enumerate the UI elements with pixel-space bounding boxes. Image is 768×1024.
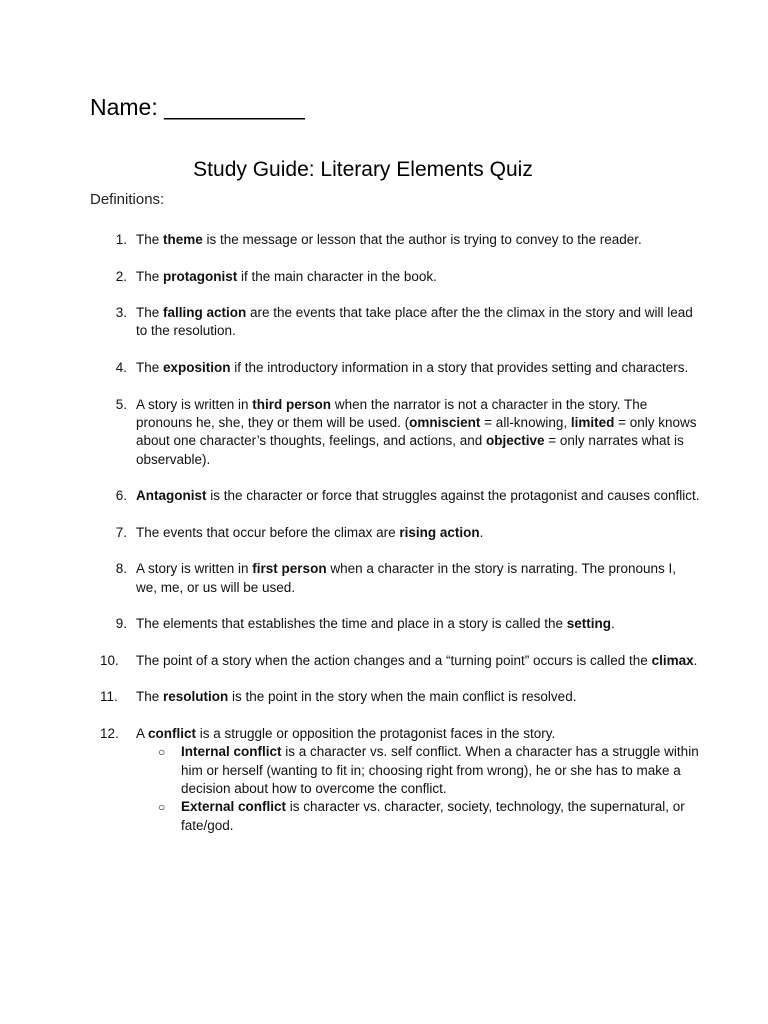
- term: resolution: [163, 689, 229, 705]
- page-title: Study Guide: Literary Elements Quiz: [193, 158, 533, 181]
- item-number: 2.: [115, 268, 127, 284]
- item-text: Antagonist is the character or force that struggles against the protagonist and causes conflict.: [136, 488, 700, 504]
- item-number: 7.: [115, 524, 127, 540]
- definitions-list: [100, 231, 700, 853]
- list-item-7: [100, 524, 700, 542]
- item-number: 4.: [115, 360, 127, 376]
- circle-bullet-icon: ○: [158, 745, 166, 760]
- item-text: A story is written in first person when a character in the story is narrating. The pronouns I, we, me, or us will be used.: [136, 561, 677, 595]
- sub-item-external-conflict: ○ External conflict is character vs. character, society, technology, the supernatural, or fate/god.: [158, 799, 685, 833]
- item-number: 1.: [115, 232, 127, 247]
- item-text: The events that occur before the climax are rising action.: [136, 524, 484, 540]
- term: setting: [566, 616, 611, 632]
- term: limited: [570, 414, 615, 430]
- term: Internal conflict: [181, 744, 282, 760]
- list-item-4: [100, 359, 700, 377]
- list-item-5: [100, 396, 700, 469]
- item-text: The theme is the message or lesson that the author is trying to convey to the reader.: [136, 232, 642, 247]
- item-number: 5.: [115, 396, 127, 412]
- item-number: 9.: [115, 616, 127, 632]
- item-number: 6.: [115, 488, 127, 504]
- term: first person: [252, 561, 327, 577]
- circle-bullet-icon: ○: [158, 800, 166, 815]
- list-item-12: [100, 725, 700, 835]
- item-number: 12.: [100, 726, 119, 742]
- term: theme: [163, 232, 203, 247]
- term: objective: [486, 433, 545, 449]
- item-number: 10.: [100, 652, 119, 668]
- item-number: 11.: [100, 689, 118, 705]
- item-text: A conflict is a struggle or opposition the protagonist faces in the story.: [136, 726, 556, 742]
- term: rising action: [399, 524, 480, 540]
- list-item-8: [100, 560, 700, 597]
- item-text: The point of a story when the action changes and a “turning point” occurs is called the climax.: [136, 652, 698, 668]
- term: omniscient: [409, 414, 481, 430]
- term: falling action: [163, 305, 247, 321]
- name-field-label: Name: ___________: [90, 94, 305, 120]
- list-item-6: [100, 487, 700, 505]
- term: third person: [252, 396, 332, 412]
- item-number: 8.: [115, 561, 127, 577]
- sub-item-internal-conflict: ○ Internal conflict is a character vs. self conflict. When a character has a struggle within him or herself (wanting to fit in; choosing right from wrong), he or she has to make a decision about how to overcome the conflict.: [158, 744, 699, 796]
- item-text: The elements that establishes the time and place in a story is called the setting.: [136, 616, 615, 632]
- list-item-11: [100, 688, 700, 706]
- item-number: 3.: [115, 305, 127, 321]
- term: Antagonist: [136, 488, 207, 504]
- item-text: The falling action are the events that take place after the the climax in the story and will lead to the resolution.: [136, 305, 693, 339]
- item-text: The resolution is the point in the story when the main conflict is resolved.: [136, 689, 577, 705]
- list-item-2: [100, 268, 700, 286]
- list-item-9: [100, 615, 700, 633]
- term: External conflict: [181, 799, 287, 815]
- term: conflict: [148, 726, 197, 742]
- term: climax: [651, 652, 694, 668]
- list-item-3: [100, 304, 700, 341]
- term: protagonist: [163, 268, 238, 284]
- list-item-1: [100, 231, 700, 249]
- item-text: The protagonist if the main character in the book.: [136, 268, 437, 284]
- item-text: The exposition if the introductory information in a story that provides setting and characters.: [136, 360, 689, 376]
- section-heading: Definitions:: [90, 191, 165, 208]
- item-text: A story is written in third person when the narrator is not a character in the story. The pronouns he, she, they or them will be used. (omniscient = all-knowing, limited = only knows about one character’s thoughts, feelings, and actions, and objective = only narrates what is observable).: [136, 396, 697, 467]
- term: exposition: [163, 360, 231, 376]
- list-item-10: [100, 652, 700, 670]
